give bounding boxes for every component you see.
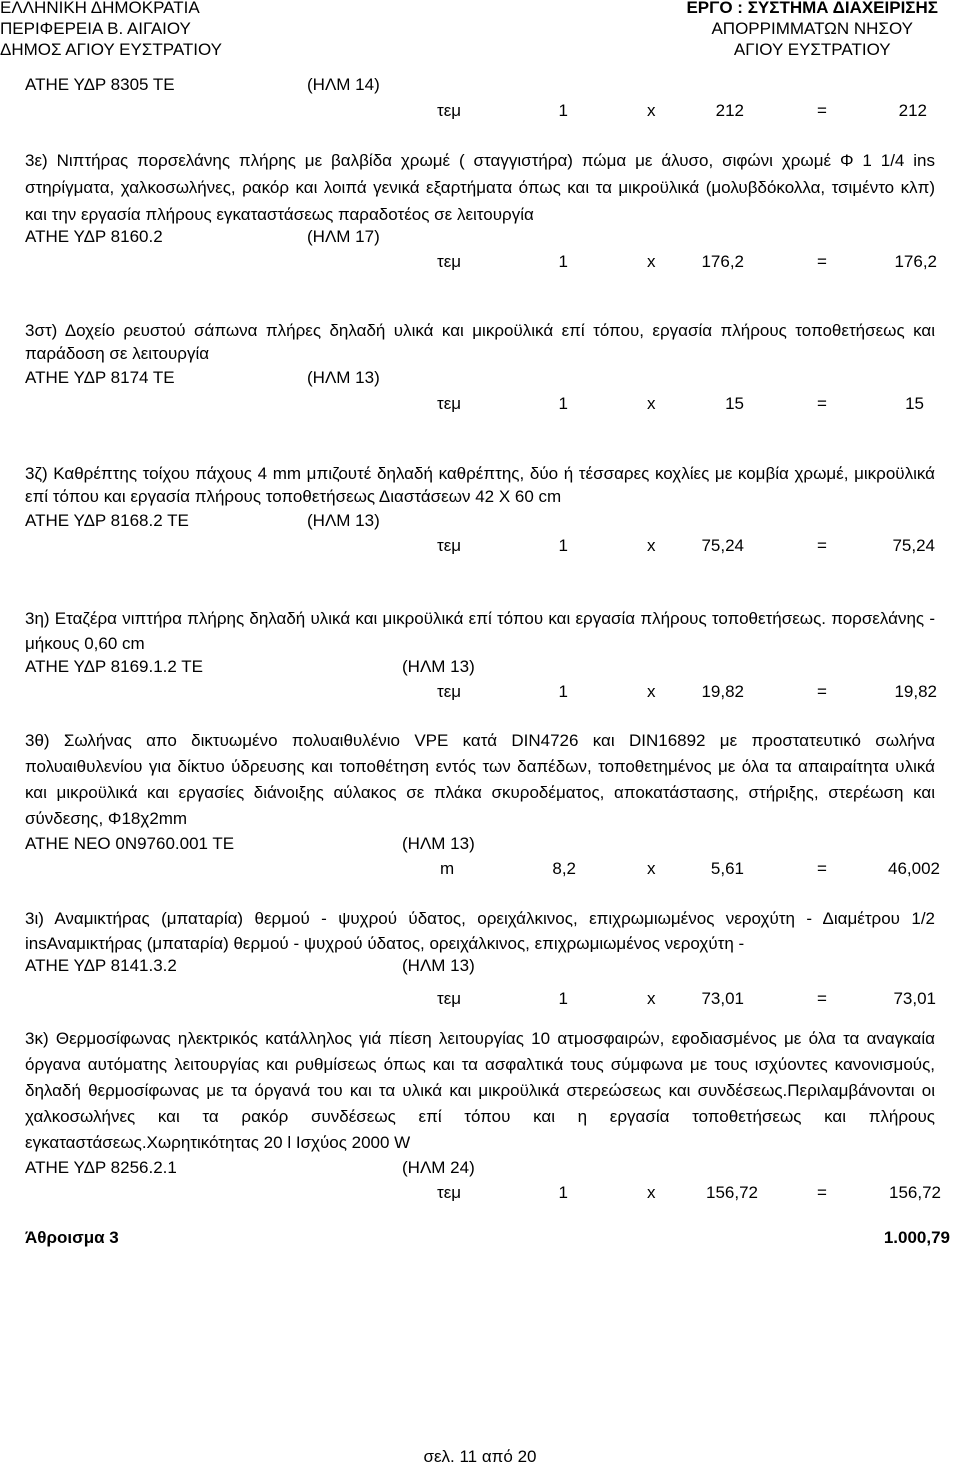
item-unit: τεμ <box>437 394 462 413</box>
item-unit-price: 212 <box>715 101 744 120</box>
item-unit-price: 73,01 <box>701 989 744 1008</box>
item-total: 212 <box>898 101 927 120</box>
item-reference: (ΗΛΜ 13) <box>307 368 380 387</box>
item-quantity: 8,2 <box>552 859 576 878</box>
item-code: ΑΤΗΕ ΥΔΡ 8256.2.1 <box>25 1158 177 1177</box>
item-times-sign: x <box>647 536 656 555</box>
item-unit-price: 156,72 <box>706 1183 758 1202</box>
item-total: 15 <box>905 394 924 413</box>
item-reference: (ΗΛΜ 13) <box>402 657 475 676</box>
item-reference: (ΗΛΜ 13) <box>307 511 380 530</box>
item-quantity: 1 <box>558 394 568 413</box>
header-project-line3: ΑΓΙΟΥ ΕΥΣΤΡΑΤΙΟΥ <box>733 40 891 59</box>
item-total: 176,2 <box>894 252 937 271</box>
item-code: ΑΤΗΕ ΝΕΟ 0Ν9760.001 ΤΕ <box>25 834 235 853</box>
header-country: ΕΛΛΗΝΙΚΗ ΔΗΜΟΚΡΑΤΙΑ <box>0 0 200 17</box>
item-times-sign: x <box>647 989 656 1008</box>
item-description: 3ζ) Καθρέπτης τοίχου πάχους 4 mm μπιζουτέ δηλαδή καθρέπτης, δύο ή τέσσαρες κοχλίες με κομβία χρωμέ, μικροϋλικά επί τόπου και εργασία πλήρους τοποθετήσεως Διαστάσεων 42 Χ 60 cm <box>25 464 935 506</box>
item-total: 156,72 <box>889 1183 941 1202</box>
item-total: 19,82 <box>894 682 937 701</box>
item-unit: τεμ <box>437 536 462 555</box>
sum-label: Άθροισμα 3 <box>25 1228 119 1247</box>
item-equals-sign: = <box>817 1183 827 1202</box>
header-region: ΠΕΡΙΦΕΡΕΙΑ Β. ΑΙΓΑΙΟΥ <box>0 19 191 38</box>
page-number: σελ. 11 από 20 <box>423 1447 537 1466</box>
item-reference: (ΗΛΜ 24) <box>402 1158 475 1177</box>
item-description: 3θ) Σωλήνας απο δικτυωμένο πολυαιθυλένιο VPE κατά DIN4726 και DIN16892 με προστατευτικό σωλήνα πολυαιθυλενίου για δίκτυο ύδρευσης και τοποθέτηση εντός των δαπέδων, τοποθετημένος με όλα τα απαιραίτητα υλικά και μικροϋλικά και εργασίες διάνοιξης αύλακος σε πλάκα σκυροδέματος, αποκατάστασης, στήριξης, στερέωση και σύνδεσης, Φ18χ2mm <box>25 731 935 828</box>
item-times-sign: x <box>647 252 656 271</box>
item-unit-price: 19,82 <box>701 682 744 701</box>
item-quantity: 1 <box>558 101 568 120</box>
item-total: 73,01 <box>893 989 936 1008</box>
item-quantity: 1 <box>558 1183 568 1202</box>
item-equals-sign: = <box>817 682 827 701</box>
item-reference: (ΗΛΜ 14) <box>307 75 380 94</box>
item-reference: (ΗΛΜ 13) <box>402 834 475 853</box>
item-times-sign: x <box>647 1183 656 1202</box>
header-left <box>0 0 222 60</box>
item-total: 75,24 <box>892 536 935 555</box>
item-description: 3κ) Θερμοσίφωνας ηλεκτρικός κατάλληλος γιά πίεση λειτουργίας 10 ατμοσφαιρών, εφοδιασμένος με όλα τα αναγκαία όργανα αυτόματης λειτουργίας και ρυθμίσεως όπως και τα ασφαλτικά τους σύμφωνα με τους ισχύοντες κανονισμούς, δηλαδή θερμοσίφωνας με τα όργανά του και τα υλικά και μικροϋλικά στερεώσεως και συνδέσεως.Περιλαμβάνονται οι χαλκοσωλήνες και τα ρακόρ συνδέσεως επί τόπου και η εργασία τοποθετήσεως και πλήρους εγκαταστάσεως.Χωρητικότητας 20 l Ισχύος 2000 W <box>25 1029 935 1152</box>
item-quantity: 1 <box>558 252 568 271</box>
item-unit-price: 5,61 <box>710 859 744 878</box>
item-times-sign: x <box>647 859 656 878</box>
item-description: 3ι) Αναμικτήρας (μπαταρία) θερμού - ψυχρού ύδατος, ορειχάλκινος, επιχρωμιωμένος νεροχύτη - Διαμέτρου 1/2 insΑναμικτήρας (μπαταρία) θερμού - ψυχρού ύδατος, ορειχάλκινος, επιχρωμιωμένος νεροχύτη - <box>25 909 935 953</box>
item-description: 3η) Εταζέρα νιπτήρα πλήρης δηλαδή υλικά και μικροϋλικά επί τόπου και εργασία πλήρους τοποθετήσεως. πορσελάνης - μήκους 0,60 cm <box>25 609 935 653</box>
header-right <box>686 0 938 60</box>
item-times-sign: x <box>647 101 656 120</box>
item-code: ΑΤΗΕ ΥΔΡ 8305 ΤΕ <box>25 75 175 94</box>
item-description: 3στ) Δοχείο ρευστού σάπωνα πλήρες δηλαδή υλικά και μικροϋλικά επί τόπου, εργασία πλήρους τοποθετήσεως και παράδοση σε λειτουργία <box>25 321 935 363</box>
item-code: ΑΤΗΕ ΥΔΡ 8169.1.2 ΤΕ <box>25 657 203 676</box>
item-quantity: 1 <box>558 989 568 1008</box>
item-total: 46,002 <box>888 859 940 878</box>
header-municipality: ΔΗΜΟΣ ΑΓΙΟΥ ΕΥΣΤΡΑΤΙΟΥ <box>0 40 223 59</box>
item-unit: τεμ <box>437 101 462 120</box>
item-description: 3ε) Νιπτήρας πορσελάνης πλήρης με βαλβίδα χρωμέ ( σταγγιστήρα) πώμα με άλυσο, σιφώνι χρωμέ Φ 1 1/4 ins στηρίγματα, χαλκοσωλήνες, ρακόρ και λοιπά γενικά εξαρτήματα όπως και τα μικροϋλικά (μολυβδόκολλα, τσιμέντο κλπ) και την εργασία πλήρους εγκαταστάσεως παραδοτέος σε λειτουργία <box>25 151 935 224</box>
item-reference: (ΗΛΜ 17) <box>307 227 380 246</box>
item-equals-sign: = <box>817 252 827 271</box>
item-unit: τεμ <box>437 682 462 701</box>
item-unit: τεμ <box>437 989 462 1008</box>
item-unit: m <box>440 859 455 878</box>
item-unit-price: 15 <box>725 394 744 413</box>
item-unit-price: 176,2 <box>701 252 744 271</box>
item-equals-sign: = <box>817 859 827 878</box>
item-equals-sign: = <box>817 394 827 413</box>
item-equals-sign: = <box>817 536 827 555</box>
item-times-sign: x <box>647 682 656 701</box>
item-equals-sign: = <box>817 101 827 120</box>
item-reference: (ΗΛΜ 13) <box>402 956 475 975</box>
item-code: ΑΤΗΕ ΥΔΡ 8160.2 <box>25 227 163 246</box>
header-project-line2: ΑΠΟΡΡΙΜΜΑΤΩΝ ΝΗΣΟΥ <box>711 19 913 38</box>
sum-value: 1.000,79 <box>883 1228 950 1247</box>
item-times-sign: x <box>647 394 656 413</box>
header-project-title: ΕΡΓΟ : ΣΥΣΤΗΜΑ ΔΙΑΧΕΙΡΙΣΗΣ <box>686 0 938 17</box>
item-quantity: 1 <box>558 682 568 701</box>
item-code: ΑΤΗΕ ΥΔΡ 8174 ΤΕ <box>25 368 175 387</box>
item-unit-price: 75,24 <box>701 536 744 555</box>
item-quantity: 1 <box>558 536 568 555</box>
item-unit: τεμ <box>437 1183 462 1202</box>
item-code: ΑΤΗΕ ΥΔΡ 8141.3.2 <box>25 956 177 975</box>
item-unit: τεμ <box>437 252 462 271</box>
item-code: ΑΤΗΕ ΥΔΡ 8168.2 ΤΕ <box>25 511 189 530</box>
item-equals-sign: = <box>817 989 827 1008</box>
